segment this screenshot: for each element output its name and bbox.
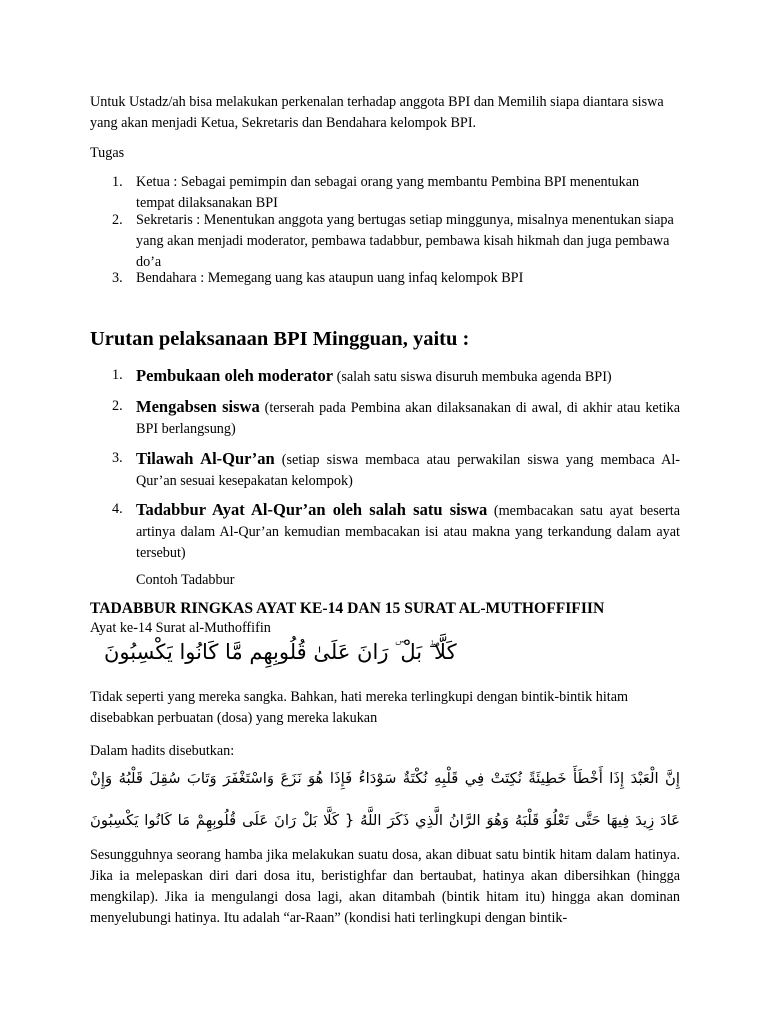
step-desc: (membacakan satu ayat beserta artinya dalam Al-Qur’an kemudian membacakan isi atau makna yang terkandung dalam ayat tersebut) — [136, 503, 681, 561]
hadits-arabic-line: عَادَ زِيدَ فِيهَا حَتَّى تَعْلُوَ قَلْبَهُ وَهُوَ الرَّانُ الَّذِي ذَكَرَ اللَّهُ { كَلَّا بَلْ رَانَ عَلَى قُلُوبِهِمْ مَا كَانُوا يَكْسِبُونَ — [90, 812, 680, 829]
list-text: Ketua : Sebagai pemimpin dan sebagai orang yang membantu Pembina BPI menentukan tempat dilaksanakan BPI — [136, 174, 640, 211]
tugas-item — [90, 268, 680, 289]
ayat-translation: Tidak seperti yang mereka sangka. Bahkan, hati mereka terlingkupi dengan bintik-bintik hitam disebabkan perbuatan (dosa) yang mereka lakukan — [90, 689, 629, 726]
tugas-label: Tugas — [90, 145, 125, 161]
list-number: 1. — [112, 174, 123, 190]
list-text: Bendahara : Memegang uang kas ataupun uang infaq kelompok BPI — [136, 270, 524, 286]
step-desc: (salah satu siswa disuruh membuka agenda BPI) — [336, 369, 612, 385]
closing-paragraph: Sesungguhnya seorang hamba jika melakukan suatu dosa, akan dibuat satu bintik hitam dalam hatinya. Jika ia melepaskan diri dari dosa itu, beristighfar dan bertaubat, hatinya akan dibersihkan (hingga mengkilap). Jika ia mengulangi dosa lagi, akan ditambah (bintik hitam itu) hingga akan dominan menyelubungi hatinya. Itu adalah “ar-Raan” (kondisi hati terlingkupi dengan bintik- — [90, 847, 680, 926]
list-text: Sekretaris : Menentukan anggota yang bertugas setiap minggunya, misalnya menentukan siapa yang akan menjadi moderator, pembawa tadabbur, pembawa kisah hikmah dan juga pembawa do’a — [136, 212, 674, 270]
list-number: 1. — [112, 367, 123, 383]
step-item — [90, 365, 680, 388]
step-title: Tilawah Al-Qur’an — [136, 449, 275, 468]
step-item — [90, 448, 680, 492]
step-title: Pembukaan oleh moderator — [136, 366, 334, 385]
intro-paragraph: Untuk Ustadz/ah bisa melakukan perkenalan terhadap anggota BPI dan Memilih siapa diantara siswa yang akan menjadi Ketua, Sekretaris dan Bendahara kelompok BPI. — [90, 94, 664, 131]
list-number: 3. — [112, 450, 123, 466]
step-desc: (terserah pada Pembina akan dilaksanakan di awal, di akhir atau ketika BPI berlangsung) — [136, 400, 681, 437]
step-title: Tadabbur Ayat Al-Qur’an oleh salah satu siswa — [136, 500, 488, 519]
tugas-item — [90, 210, 680, 273]
list-number: 4. — [112, 501, 123, 517]
step-item — [90, 396, 680, 440]
step-desc: (setiap siswa membaca atau perwakilan siswa yang membaca Al-Qur’an sesuai kesepakatan kelompok) — [136, 452, 681, 489]
step-item — [90, 499, 680, 564]
tugas-item — [90, 172, 680, 214]
ayat-label: Ayat ke-14 Surat al-Muthoffifin — [90, 620, 271, 636]
list-number: 2. — [112, 398, 123, 414]
step-title: Mengabsen siswa — [136, 397, 260, 416]
list-number: 3. — [112, 270, 123, 286]
tadabbur-title: TADABBUR RINGKAS AYAT KE-14 DAN 15 SURAT AL-MUTHOFFIFIIN — [90, 600, 605, 617]
hadits-label: Dalam hadits disebutkan: — [90, 743, 235, 759]
section-heading: Urutan pelaksanaan BPI Mingguan, yaitu : — [90, 328, 470, 350]
list-number: 2. — [112, 212, 123, 228]
hadits-arabic-line: إِنَّ الْعَبْدَ إِذَا أَخْطَأَ خَطِيئَةً نُكِتَتْ فِي قَلْبِهِ نُكْتَةٌ سَوْدَاءُ فَإِذَا هُوَ نَزَعَ وَاسْتَغْفَرَ وَتَابَ سُقِلَ قَلْبُهُ وَإِنْ — [90, 770, 680, 787]
ayat-arabic: كَلَّا ۖ بَلْ ۜ رَانَ عَلَىٰ قُلُوبِهِم مَّا كَانُوا يَكْسِبُونَ — [104, 640, 457, 664]
contoh-label: Contoh Tadabbur — [136, 572, 235, 588]
